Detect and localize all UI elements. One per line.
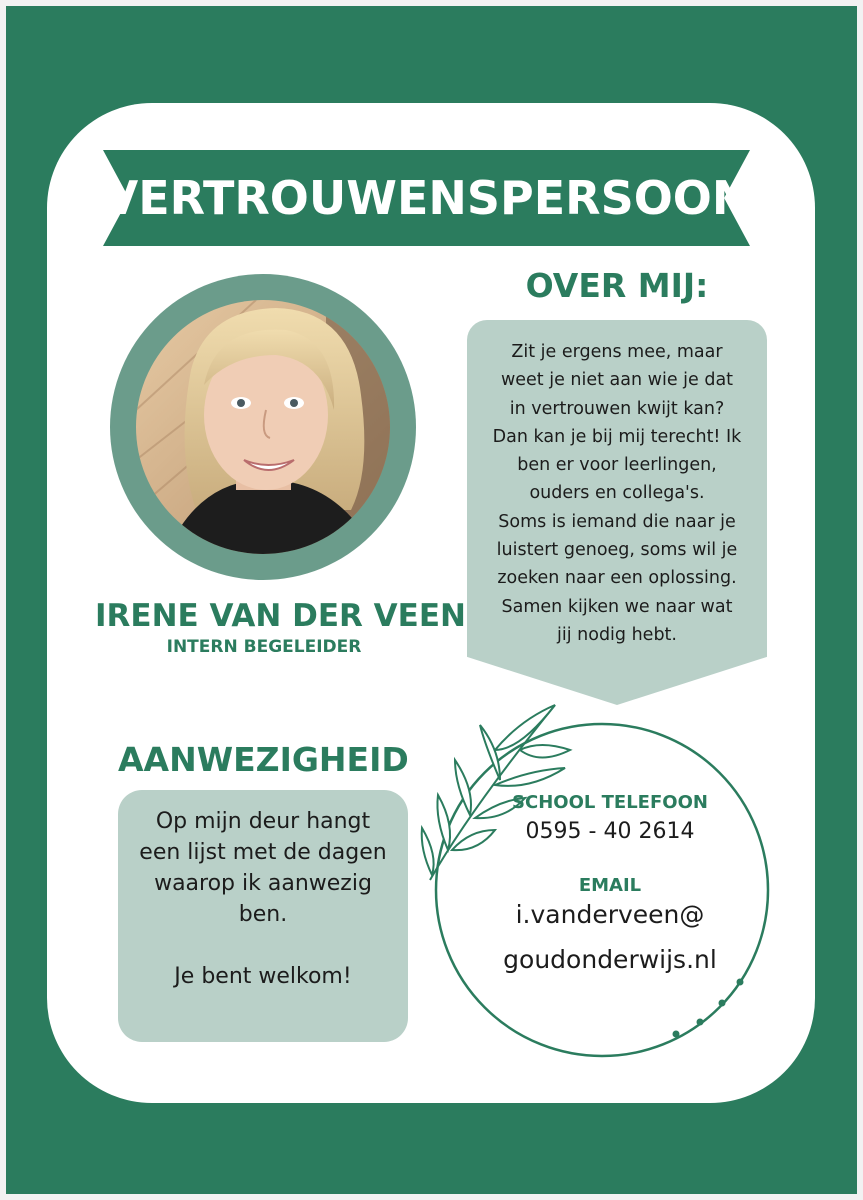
dots-icon: [673, 979, 744, 1038]
phone-number[interactable]: 0595 - 40 2614: [525, 819, 695, 844]
presence-line: Op mijn deur hangt: [155, 809, 371, 834]
presence-heading: AANWEZIGHEID: [118, 740, 409, 779]
person-name: IRENE VAN DER VEEN: [95, 598, 466, 634]
about-line: Dan kan je bij mij terecht! Ik: [492, 426, 742, 447]
about-heading: OVER MIJ:: [525, 266, 709, 305]
email-line-1[interactable]: i.vanderveen@: [515, 900, 705, 929]
welcome-text: Je bent welkom!: [174, 964, 352, 989]
presence-line: ben.: [238, 902, 288, 927]
about-line: zoeken naar een oplossing.: [497, 568, 737, 589]
person-role: INTERN BEGELEIDER: [166, 637, 362, 657]
about-line: Zit je ergens mee, maar: [511, 342, 723, 362]
email-label: EMAIL: [578, 875, 642, 896]
about-line: ouders en collega's.: [529, 483, 705, 504]
presence-spacer: [118, 930, 408, 961]
about-line: Soms is iemand die naar je: [498, 511, 736, 532]
email-line-2[interactable]: goudonderwijs.nl: [503, 945, 717, 974]
phone-label: SCHOOL TELEFOON: [512, 792, 708, 813]
about-text: [475, 338, 759, 649]
presence-text: [118, 806, 408, 992]
page-title: VERTROUWENSPERSOON: [102, 171, 751, 225]
about-line: in vertrouwen kwijt kan?: [509, 398, 725, 419]
presence-line: waarop ik aanwezig: [154, 871, 372, 896]
profile-photo: [136, 300, 390, 554]
presence-line: een lijst met de dagen: [139, 840, 387, 865]
about-line: Samen kijken we naar wat: [501, 596, 733, 617]
about-line: jij nodig hebt.: [557, 624, 677, 645]
about-line: ben er voor leerlingen,: [517, 455, 717, 476]
about-line: weet je niet aan wie je dat: [500, 370, 734, 391]
about-line: luistert genoeg, soms wil je: [496, 540, 738, 561]
